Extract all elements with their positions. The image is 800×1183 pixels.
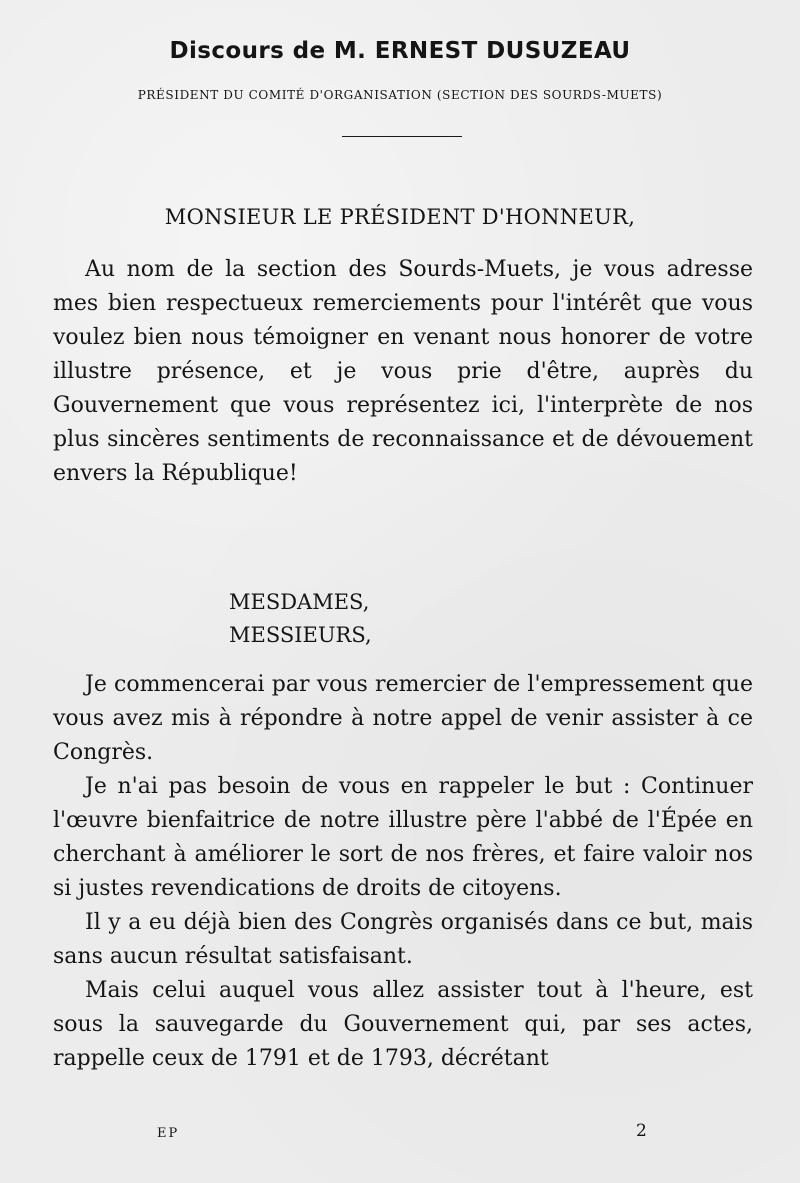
title-divider — [342, 136, 462, 137]
printer-signature: EP — [157, 1126, 180, 1141]
salutation-messieurs: MESSIEURS, — [229, 623, 372, 647]
salutation-mesdames: MESDAMES, — [229, 590, 370, 614]
paragraph-3: Je n'ai pas besoin de vous en rappeler le but : Continuer l'œuvre bienfaitrice de notre illustre père l'abbé de l'Épée en cherchant à améliorer le sort de nos frères, et faire valoir nos si justes revendications de droits de citoyens. — [53, 774, 753, 901]
paragraph-5: Mais celui auquel vous allez assister tout à l'heure, est sous la sauvegarde du Gouvernement qui, par ses actes, rappelle ceux de 1791 et de 1793, décrétant — [53, 978, 753, 1071]
opening-paragraph — [53, 253, 753, 491]
paragraph-2: Je commencerai par vous remercier de l'empressement que vous avez mis à répondre à notre appel de venir assister à ce Congrès. — [53, 672, 753, 765]
speech-body — [53, 668, 753, 1076]
salutation-president: MONSIEUR LE PRÉSIDENT D'HONNEUR, — [164, 205, 636, 229]
speech-title: Discours de M. ERNEST DUSUZEAU — [169, 38, 631, 64]
speaker-subtitle: PRÉSIDENT DU COMITÉ D'ORGANISATION (SECTION DES SOURDS-MUETS) — [137, 88, 663, 102]
salutation-audience — [229, 586, 372, 652]
paragraph-1: Au nom de la section des Sourds-Muets, je vous adresse mes bien respectueux remerciements pour l'intérêt que vous voulez bien nous témoigner en venant nous honorer de votre illustre présence, et je vous prie d'être, auprès du Gouvernement que vous représentez ici, l'interprète de nos plus sincères sentiments de reconnaissance et de dévouement envers la République! — [53, 257, 753, 486]
paragraph-4: Il y a eu déjà bien des Congrès organisés dans ce but, mais sans aucun résultat satisfaisant. — [53, 910, 753, 969]
page-number: 2 — [636, 1121, 647, 1141]
